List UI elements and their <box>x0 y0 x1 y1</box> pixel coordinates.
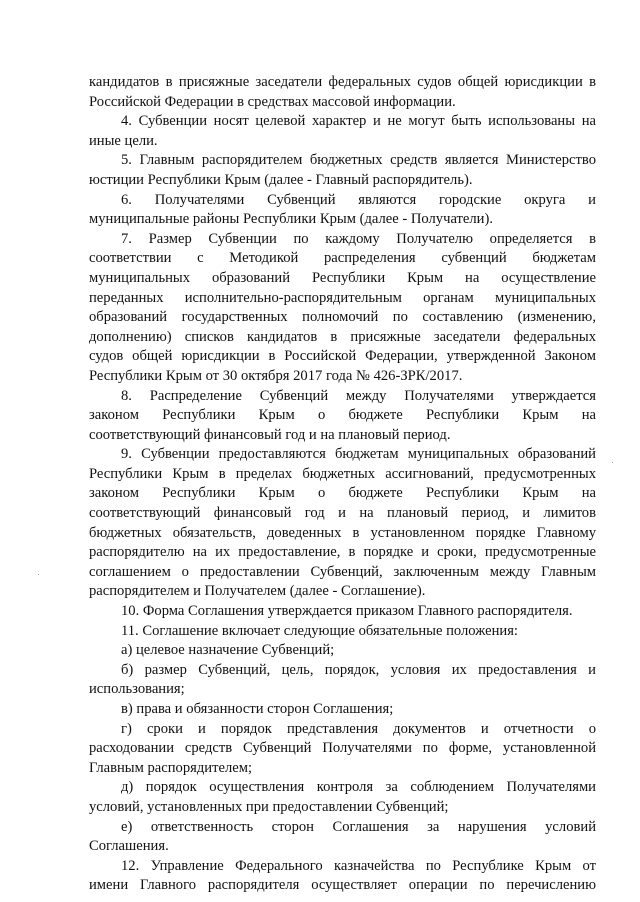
text-line: в) права и обязанности сторон Соглашения; <box>121 701 394 717</box>
text-line: кандидатов в присяжные заседатели федеральных судов общей юрисдикции в <box>89 74 596 90</box>
text-line: 12. Управление Федерального казначейства по Республике Крым от <box>121 857 596 874</box>
text-line: распорядителем и Получателем (далее - Соглашение). <box>89 583 426 600</box>
text-line: Главным распорядителем; <box>89 759 252 776</box>
text-line: 7. Размер Субвенции по каждому Получателю определяется в <box>121 230 596 247</box>
text-line: муниципальных образований Республики Крым на осуществление <box>89 269 596 286</box>
text-line: 11. Соглашение включает следующие обязательные положения: <box>121 622 518 639</box>
text-line: образований государственных полномочий по составлению (изменению, <box>89 309 596 326</box>
text-line: г) сроки и порядок представления документов и отчетности о <box>121 720 596 737</box>
text-line: д) порядок осуществления контроля за соблюдением Получателями <box>121 779 596 796</box>
text-line: распорядителю на их предоставление, в порядке и сроки, предусмотренные <box>89 544 596 561</box>
text-line: 6. Получателями Субвенций являются городские округа и <box>121 191 596 208</box>
text-line: Республики Крым в пределах бюджетных ассигнований, предусмотренных <box>89 465 596 482</box>
text-line: переданных исполнительно-распорядительным органам муниципальных <box>89 289 596 306</box>
text-line: 9. Субвенции предоставляются бюджетам муниципальных образований <box>121 446 596 463</box>
text-line: 10. Форма Соглашения утверждается приказом Главного распорядителя. <box>121 603 573 620</box>
text-line: соглашением о предоставлении Субвенций, заключенным между Главным <box>89 563 596 580</box>
text-line: законом Республики Крым о бюджете Республики Крым на <box>89 485 596 502</box>
text-line: имени Главного распорядителя осуществляет операции по перечислению <box>89 877 596 894</box>
text-line: 5. Главным распорядителем бюджетных средств является Министерство <box>121 152 596 169</box>
text-line: использования; <box>89 681 185 698</box>
text-line: Республики Крым от 30 октября 2017 года № 426-ЗРК/2017. <box>89 367 463 384</box>
text-line: дополнению) списков кандидатов в присяжные заседатели федеральных <box>89 328 596 345</box>
text-line: условий, установленных при предоставлении Субвенций; <box>89 798 449 815</box>
text-line: юстиции Республики Крым (далее - Главный распорядитель). <box>89 171 473 188</box>
text-line: соответствующий финансовый год и на плановый период. <box>89 426 451 443</box>
text-line: соответствующий финансовый год и на плановый период, и лимитов <box>89 505 596 522</box>
text-line: Соглашения. <box>89 838 169 855</box>
text-line: е) ответственность сторон Соглашения за нарушения условий <box>121 818 596 835</box>
text-line: Российской Федерации в средствах массовой информации. <box>89 93 456 110</box>
text-line: соответствии с Методикой распределения субвенций бюджетам <box>89 250 596 267</box>
text-line: 4. Субвенции носят целевой характер и не могут быть использованы на <box>121 113 596 130</box>
text-line: б) размер Субвенций, цель, порядок, условия их предоставления и <box>121 661 596 678</box>
text-line: расходовании средств Субвенций Получателями по форме, установленной <box>89 740 596 757</box>
scan-speck <box>612 462 613 463</box>
text-line: судов общей юрисдикции в Российской Федерации, утвержденной Законом <box>89 348 596 365</box>
text-line: 8. Распределение Субвенций между Получателями утверждается <box>121 387 596 404</box>
scan-speck <box>38 574 39 575</box>
document-body <box>89 73 596 896</box>
text-line: бюджетных обязательств, доведенных в установленном порядке Главному <box>89 524 596 541</box>
text-line: законом Республики Крым о бюджете Республики Крым на <box>89 407 596 424</box>
text-line: муниципальные районы Республики Крым (далее - Получатели). <box>89 211 493 228</box>
text-line: иные цели. <box>89 132 158 149</box>
text-line: а) целевое назначение Субвенций; <box>121 642 335 659</box>
